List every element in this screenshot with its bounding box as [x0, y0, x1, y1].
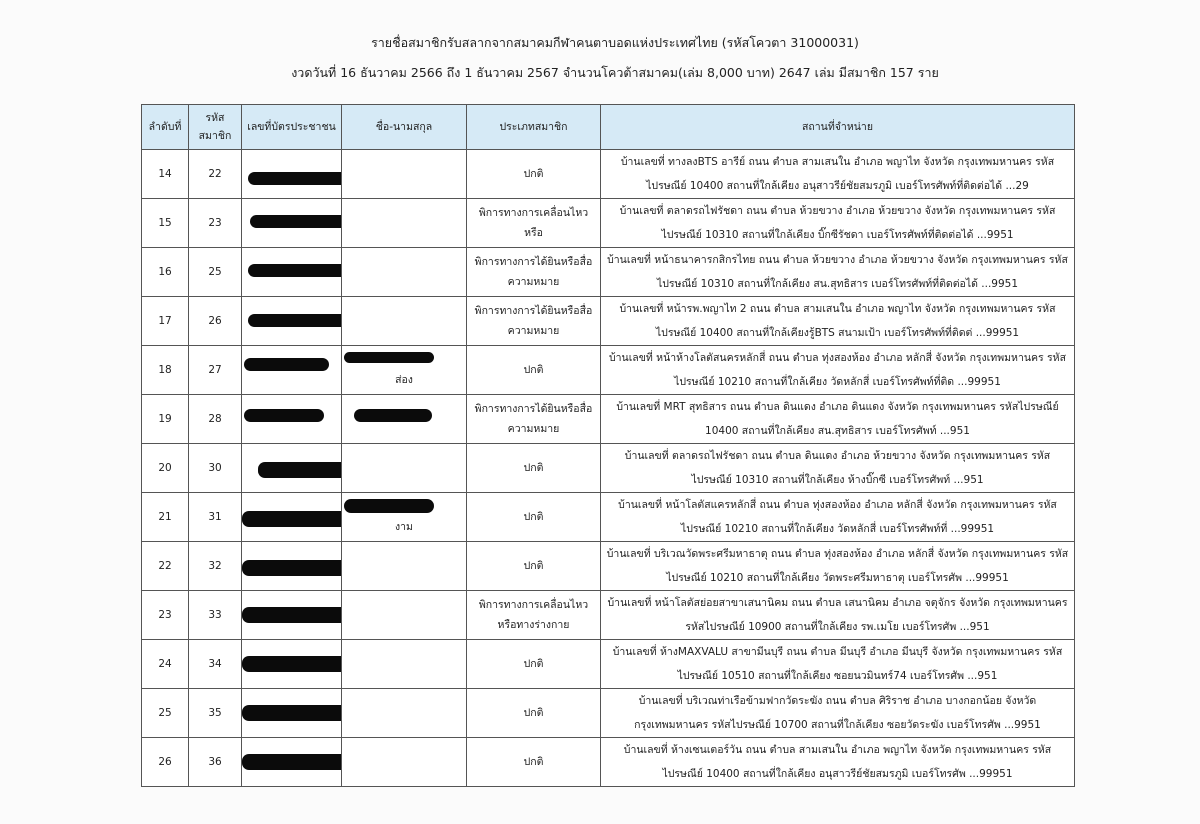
- document-header: [0, 28, 1200, 88]
- redaction-mark: [242, 754, 342, 770]
- column-header-location: สถานที่จำหน่าย: [601, 105, 1075, 150]
- cell-id-card: [242, 248, 342, 297]
- cell-member-id: 30: [189, 444, 242, 493]
- cell-location: บ้านเลขที่ หน้ารพ.พญาไท 2 ถนน ตำบล สามเสนใน อำเภอ พญาไท จังหวัด กรุงเทพมหานคร รหัสไปรษณีย์ 10400 สถานที่ใกล้เคียงรู้BTS สนามเป้า เบอร์โทรศัพท์ที่ติดต่ ...99951: [601, 297, 1075, 346]
- cell-member-id: 23: [189, 199, 242, 248]
- cell-name: [342, 689, 467, 738]
- cell-seq: 26: [142, 738, 189, 787]
- redaction-mark: [242, 607, 342, 623]
- cell-seq: 16: [142, 248, 189, 297]
- cell-member-id: 35: [189, 689, 242, 738]
- table-row: [142, 395, 1075, 444]
- cell-member-type: ปกติ: [467, 444, 601, 493]
- cell-member-id: 27: [189, 346, 242, 395]
- cell-id-card: [242, 689, 342, 738]
- cell-name: [342, 738, 467, 787]
- cell-seq: 14: [142, 150, 189, 199]
- cell-member-type: ปกติ: [467, 542, 601, 591]
- cell-location: บ้านเลขที่ หน้าโลตัสแครหลักสี่ ถนน ตำบล ทุ่งสองห้อง อำเภอ หลักสี่ จังหวัด กรุงเทพมหานคร รหัสไปรษณีย์ 10210 สถานที่ใกล้เคียง วัดหลักสี่ เบอร์โทรศัพท์ที่ ...99951: [601, 493, 1075, 542]
- column-header-id-card: เลขที่บัตรประชาชน: [242, 105, 342, 150]
- cell-name: [342, 640, 467, 689]
- cell-member-type: พิการทางการได้ยินหรือสื่อความหมาย: [467, 248, 601, 297]
- cell-member-type: ปกติ: [467, 738, 601, 787]
- redaction-mark: [258, 462, 342, 478]
- cell-location: บ้านเลขที่ ห้างMAXVALU สาขามีนบุรี ถนน ตำบล มีนบุรี อำเภอ มีนบุรี จังหวัด กรุงเทพมหานคร รหัสไปรษณีย์ 10510 สถานที่ใกล้เคียง ซอยนวมินทร์74 เบอร์โทรศัพ ...951: [601, 640, 1075, 689]
- cell-id-card: [242, 493, 342, 542]
- cell-member-type: พิการทางการเคลื่อนไหวหรือทางร่างกาย: [467, 591, 601, 640]
- cell-location: บ้านเลขที่ ตลาดรถไฟรัชดา ถนน ตำบล ดินแดง อำเภอ ห้วยขวาง จังหวัด กรุงเทพมหานคร รหัสไปรษณีย์ 10310 สถานที่ใกล้เคียง ห้างบิ๊กซี เบอร์โทรศัพท์ ...951: [601, 444, 1075, 493]
- cell-member-id: 22: [189, 150, 242, 199]
- table-row: [142, 346, 1075, 395]
- cell-member-id: 36: [189, 738, 242, 787]
- cell-member-type: ปกติ: [467, 640, 601, 689]
- cell-location: บ้านเลขที่ บริเวณท่าเรือข้ามฟากวัดระฆัง ถนน ตำบล ศิริราช อำเภอ บางกอกน้อย จังหวัด กรุงเทพมหานคร รหัสไปรษณีย์ 10700 สถานที่ใกล้เคียง ซอยวัดระฆัง เบอร์โทรศัพ ...9951: [601, 689, 1075, 738]
- cell-member-id: 31: [189, 493, 242, 542]
- cell-location: บ้านเลขที่ MRT สุทธิสาร ถนน ตำบล ดินแดง อำเภอ ดินแดง จังหวัด กรุงเทพมหานคร รหัสไปรษณีย์ 10400 สถานที่ใกล้เคียง สน.สุทธิสาร เบอร์โทรศัพท์ ...951: [601, 395, 1075, 444]
- redaction-mark: [250, 215, 342, 228]
- redaction-mark: [244, 409, 324, 422]
- redaction-mark: [242, 511, 342, 527]
- cell-id-card: [242, 346, 342, 395]
- cell-location: บ้านเลขที่ ตลาดรถไฟรัชดา ถนน ตำบล ห้วยขวาง อำเภอ ห้วยขวาง จังหวัด กรุงเทพมหานคร รหัสไปรษณีย์ 10310 สถานที่ใกล้เคียง บิ๊กซีรัชดา เบอร์โทรศัพท์ที่ติดต่อได้ ...9951: [601, 199, 1075, 248]
- redaction-mark: [242, 560, 342, 576]
- cell-name: [342, 395, 467, 444]
- cell-name: [342, 444, 467, 493]
- cell-location: บ้านเลขที่ บริเวณวัดพระศรีมหาธาตุ ถนน ตำบล ทุ่งสองห้อง อำเภอ หลักสี่ จังหวัด กรุงเทพมหานคร รหัสไปรษณีย์ 10210 สถานที่ใกล้เคียง วัดพระศรีมหาธาตุ เบอร์โทรศัพ ...99951: [601, 542, 1075, 591]
- cell-member-type: ปกติ: [467, 150, 601, 199]
- table-row: [142, 297, 1075, 346]
- cell-name: [342, 297, 467, 346]
- cell-seq: 17: [142, 297, 189, 346]
- redaction-mark: [242, 656, 342, 672]
- cell-id-card: [242, 199, 342, 248]
- cell-member-id: 33: [189, 591, 242, 640]
- cell-seq: 20: [142, 444, 189, 493]
- cell-member-id: 26: [189, 297, 242, 346]
- cell-name: [342, 346, 467, 395]
- cell-location: บ้านเลขที่ ห้างเซนเตอร์วัน ถนน ตำบล สามเสนใน อำเภอ พญาไท จังหวัด กรุงเทพมหานคร รหัสไปรษณีย์ 10400 สถานที่ใกล้เคียง อนุสาวรีย์ชัยสมรภูมิ เบอร์โทรศัพ ...99951: [601, 738, 1075, 787]
- name-fragment: งาม: [395, 521, 413, 533]
- redaction-mark: [242, 705, 342, 721]
- cell-seq: 21: [142, 493, 189, 542]
- cell-id-card: [242, 444, 342, 493]
- cell-member-type: ปกติ: [467, 493, 601, 542]
- cell-name: [342, 493, 467, 542]
- cell-member-type: พิการทางการได้ยินหรือสื่อความหมาย: [467, 395, 601, 444]
- table-row: [142, 640, 1075, 689]
- cell-name: [342, 542, 467, 591]
- cell-member-id: 34: [189, 640, 242, 689]
- redaction-mark: [248, 172, 342, 185]
- table-row: [142, 689, 1075, 738]
- table-row: [142, 493, 1075, 542]
- cell-member-type: ปกติ: [467, 346, 601, 395]
- cell-seq: 25: [142, 689, 189, 738]
- cell-id-card: [242, 738, 342, 787]
- cell-member-type: พิการทางการเคลื่อนไหว หรือ: [467, 199, 601, 248]
- cell-name: [342, 248, 467, 297]
- cell-seq: 18: [142, 346, 189, 395]
- redaction-mark: [344, 352, 434, 363]
- column-header-name: ชื่อ-นามสกุล: [342, 105, 467, 150]
- cell-location: บ้านเลขที่ หน้าธนาคารกสิกรไทย ถนน ตำบล ห้วยขวาง อำเภอ ห้วยขวาง จังหวัด กรุงเทพมหานคร รหัสไปรษณีย์ 10310 สถานที่ใกล้เคียง สน.สุทธิสาร เบอร์โทรศัพท์ที่ติดต่อได้ ...9951: [601, 248, 1075, 297]
- cell-id-card: [242, 591, 342, 640]
- table-header-row: [142, 105, 1075, 150]
- cell-location: บ้านเลขที่ ทางลงBTS อารีย์ ถนน ตำบล สามเสนใน อำเภอ พญาไท จังหวัด กรุงเทพมหานคร รหัสไปรษณีย์ 10400 สถานที่ใกล้เคียง อนุสาวรีย์ชัยสมรภูมิ เบอร์โทรศัพท์ที่ติดต่อได้ ...29: [601, 150, 1075, 199]
- table-row: [142, 199, 1075, 248]
- column-header-member-type: ประเภทสมาชิก: [467, 105, 601, 150]
- document-subtitle: งวดวันที่ 16 ธันวาคม 2566 ถึง 1 ธันวาคม 2567 จำนวนโควต้าสมาคม(เล่ม 8,000 บาท) 2647 เล่ม มีสมาชิก 157 ราย: [291, 65, 939, 80]
- redaction-mark: [344, 499, 434, 513]
- cell-id-card: [242, 640, 342, 689]
- cell-id-card: [242, 395, 342, 444]
- column-header-seq: ลำดับที่: [142, 105, 189, 150]
- cell-member-type: ปกติ: [467, 689, 601, 738]
- redaction-mark: [244, 358, 329, 371]
- cell-name: [342, 591, 467, 640]
- redaction-mark: [354, 409, 432, 422]
- cell-member-id: 32: [189, 542, 242, 591]
- cell-id-card: [242, 297, 342, 346]
- table-row: [142, 248, 1075, 297]
- column-header-member-id: รหัสสมาชิก: [189, 105, 242, 150]
- document-title: รายชื่อสมาชิกรับสลากจากสมาคมกีฬาคนตาบอดแห่งประเทศไทย (รหัสโควตา 31000031): [371, 35, 859, 50]
- cell-seq: 22: [142, 542, 189, 591]
- cell-location: บ้านเลขที่ หน้าโลตัสย่อยสาขาเสนานิคม ถนน ตำบล เสนานิคม อำเภอ จตุจักร จังหวัด กรุงเทพมหานคร รหัสไปรษณีย์ 10900 สถานที่ใกล้เคียง รพ.เมโย เบอร์โทรศัพ ...951: [601, 591, 1075, 640]
- table-row: [142, 444, 1075, 493]
- cell-name: [342, 199, 467, 248]
- table-row: [142, 542, 1075, 591]
- cell-location: บ้านเลขที่ หน้าห้างโลตัสนครหลักสี่ ถนน ตำบล ทุ่งสองห้อง อำเภอ หลักสี่ จังหวัด กรุงเทพมหานคร รหัสไปรษณีย์ 10210 สถานที่ใกล้เคียง วัดหลักสี่ เบอร์โทรศัพท์ที่ติด ...99951: [601, 346, 1075, 395]
- cell-seq: 15: [142, 199, 189, 248]
- cell-seq: 19: [142, 395, 189, 444]
- name-fragment: ส่อง: [395, 374, 413, 386]
- redaction-mark: [248, 314, 342, 327]
- table-row: [142, 150, 1075, 199]
- cell-seq: 24: [142, 640, 189, 689]
- cell-id-card: [242, 150, 342, 199]
- cell-member-id: 28: [189, 395, 242, 444]
- table-row: [142, 591, 1075, 640]
- cell-seq: 23: [142, 591, 189, 640]
- cell-name: [342, 150, 467, 199]
- cell-id-card: [242, 542, 342, 591]
- cell-member-id: 25: [189, 248, 242, 297]
- redaction-mark: [248, 264, 342, 277]
- table-row: [142, 738, 1075, 787]
- cell-member-type: พิการทางการได้ยินหรือสื่อความหมาย: [467, 297, 601, 346]
- member-table: [141, 104, 1075, 787]
